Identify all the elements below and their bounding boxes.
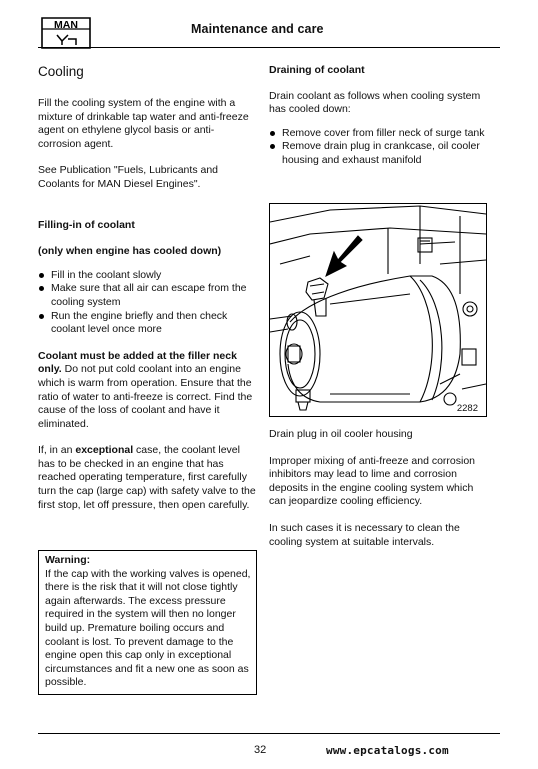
warning-title: Warning: (45, 554, 91, 566)
list-item: Remove drain plug in crankcase, oil cooler housing and exhaust manifold (269, 140, 485, 167)
filling-condition: (only when engine has cooled down) (38, 245, 222, 258)
oil-cooler-drawing-icon (270, 204, 486, 416)
header-title: Maintenance and care (191, 22, 324, 36)
figure-number: 2282 (456, 403, 478, 414)
list-item: Run the engine briefly and then check coolant level once more (38, 310, 256, 337)
list-item: Remove cover from filler neck of surge tank (269, 127, 485, 141)
warning-text: If the cap with the working valves is opened, there is the risk that it will not close tightly again afterwards. The excess pressure required in the system will then no longer build up. Premature boiling occurs and coolant is lost. To prevent damage to the engine open this cap only in exceptional circumstances and fit a new one as soon as possible. (45, 567, 251, 689)
right-column (269, 64, 485, 168)
header-rule (38, 47, 500, 48)
figure-caption: Drain plug in oil cooler housing (269, 428, 413, 440)
mixing-paragraph: Improper mixing of anti-freeze and corrosion inhibitors may lead to lime and corrosion deposits in the engine cooling system which can jeopardize cooling efficiency. (269, 454, 476, 508)
exceptional-paragraph: If, in an exceptional case, the coolant level has to be checked in an engine that has reached operating temperature, first carefully turn the cap (large cap) with safety valve to the first stop, let off pressure, then open carefully. (38, 444, 256, 511)
right-column-lower (269, 428, 485, 549)
filler-emphasis: Coolant must be added at the filler neck only. (38, 349, 237, 376)
exceptional-emphasis: exceptional (75, 444, 134, 457)
bullet-icon (39, 314, 44, 319)
footer-rule (38, 733, 500, 734)
filling-title: Filling-in of coolant (38, 218, 135, 231)
list-item: Make sure that all air can escape from the cooling system (38, 282, 256, 309)
bullet-icon (270, 131, 275, 136)
clean-paragraph: In such cases it is necessary to clean the cooling system at suitable intervals. (269, 521, 460, 548)
bullet-icon (270, 144, 275, 149)
left-column (38, 64, 256, 512)
filler-paragraph: Coolant must be added at the filler neck only. Do not put cold coolant into an engine which is warm from operation. Ensure that the ratio of water to anti-freeze is correct. Find the cause of the loss of coolant and have it eliminated. (38, 349, 253, 430)
section-title: Cooling (38, 64, 84, 79)
draining-list (269, 127, 485, 168)
draining-intro: Drain coolant as follows when cooling system has cooled down: (269, 89, 481, 116)
publication-reference: See Publication "Fuels, Lubricants and Coolants for MAN Diesel Engines". (38, 164, 219, 190)
man-logo (40, 15, 92, 51)
svg-text:MAN: MAN (54, 19, 78, 31)
bullet-icon (39, 286, 44, 291)
oil-cooler-figure (269, 203, 487, 417)
bullet-icon (39, 273, 44, 278)
warning-box (38, 550, 257, 695)
man-logo-icon (40, 15, 92, 51)
intro-paragraph: Fill the cooling system of the engine with a mixture of drinkable tap water and anti-freeze agent on ethylene glycol basis or anti-corrosion agent. (38, 97, 249, 150)
draining-title: Draining of coolant (269, 64, 365, 76)
page-number: 32 (254, 744, 267, 756)
list-item: Fill in the coolant slowly (38, 269, 256, 283)
filling-list (38, 269, 256, 337)
website-watermark: www.epcatalogs.com (326, 744, 449, 757)
